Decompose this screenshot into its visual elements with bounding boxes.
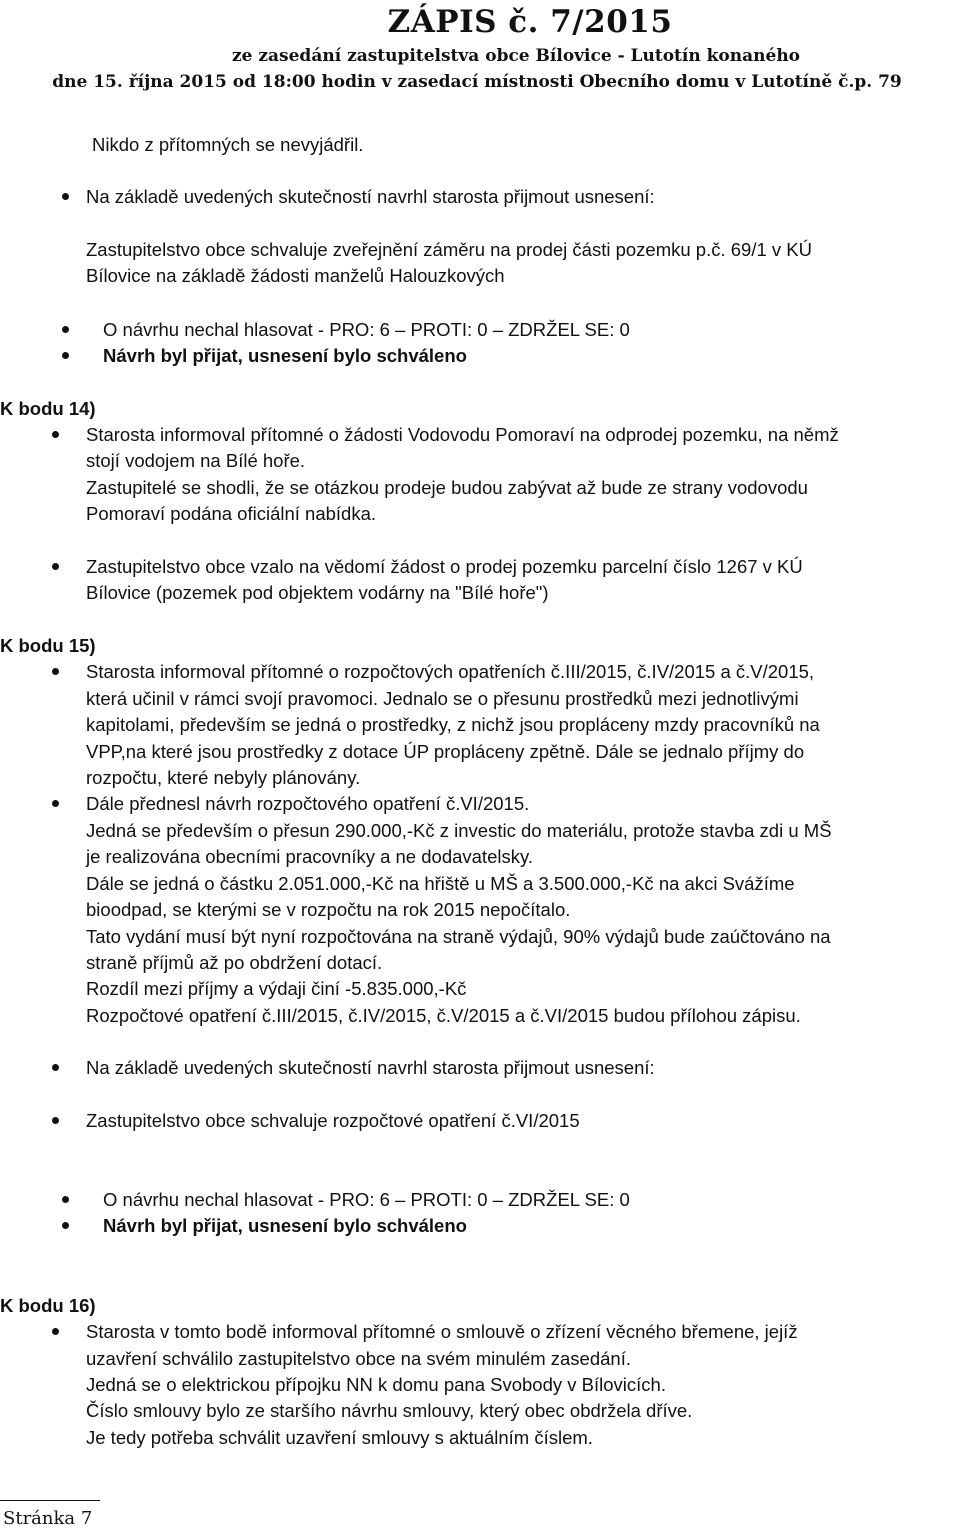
paragraph-line: Je tedy potřeba schválit uzavření smlouvy s aktuálním číslem. [86, 1427, 593, 1448]
paragraph-line: Číslo smlouvy bylo ze staršího návrhu smlouvy, který obec obdržela dříve. [86, 1400, 693, 1421]
bullet [52, 1328, 59, 1335]
resolution-line: Zastupitelstvo obce schvaluje rozpočtové opatření č.VI/2015 [86, 1110, 580, 1131]
paragraph-line: je realizována obecními pracovníky a ne dodavatelsky. [86, 846, 533, 867]
paragraph-line: Zastupitelstvo obce vzalo na vědomí žádost o prodej pozemku parcelní číslo 1267 v KÚ [86, 556, 803, 577]
paragraph-line: stojí vodojem na Bílé hoře. [86, 450, 306, 471]
footer-divider [0, 1500, 100, 1501]
section-heading-14: K bodu 14) [0, 398, 96, 419]
paragraph-line: rozpočtu, které nebyly plánovány. [86, 767, 361, 788]
paragraph-line: Starosta informoval přítomné o rozpočtových opatřeních č.III/2015, č.IV/2015 a č.V/2015, [86, 661, 815, 682]
paragraph-line: kapitolami, především se jedná o prostředky, z nichž jsou propláceny mzdy pracovníků na [86, 714, 820, 735]
bullet [62, 1222, 69, 1229]
section-heading-15: K bodu 15) [0, 635, 96, 656]
bullet [52, 1064, 59, 1071]
paragraph-line: Jedná se o elektrickou přípojku NN k domu pana Svobody v Bílovicích. [86, 1374, 666, 1395]
paragraph-line: Jedná se především o přesun 290.000,-Kč z investic do materiálu, protože stavba zdi u MŠ [86, 820, 832, 841]
bullet [52, 668, 59, 675]
vote-line: O návrhu nechal hlasovat - PRO: 6 – PROTI: 0 – ZDRŽEL SE: 0 [103, 319, 630, 340]
document-subtitle: ze zasedání zastupitelstva obce Bílovice - Lutotín konaného [231, 46, 801, 66]
document-subtitle-date: dne 15. října 2015 od 18:00 hodin v zasedací místnosti Obecního domu v Lutotíně č.p. 79 [52, 72, 902, 92]
bullet [52, 563, 59, 570]
paragraph-line: Dále přednesl návrh rozpočtového opatření č.VI/2015. [86, 793, 530, 814]
nobody-commented: Nikdo z přítomných se nevyjádřil. [92, 134, 364, 155]
bullet [62, 326, 69, 333]
bullet [52, 800, 59, 807]
resolution-line: Bílovice na základě žádosti manželů Halouzkových [86, 265, 505, 286]
paragraph-line: která učinil v rámci svojí pravomoci. Jednalo se o přesunu prostředků mezi jednotlivými [86, 688, 799, 709]
bullet [62, 352, 69, 359]
page-number: Stránka 7 [3, 1508, 93, 1529]
section-heading-16: K bodu 16) [0, 1295, 96, 1316]
paragraph-line: Rozpočtové opatření č.III/2015, č.IV/2015, č.V/2015 a č.VI/2015 budou přílohou zápisu. [86, 1005, 801, 1026]
paragraph-line: Dále se jedná o částku 2.051.000,-Kč na hřiště u MŠ a 3.500.000,-Kč na akci Svážíme [86, 873, 795, 894]
paragraph-line: Zastupitelé se shodli, že se otázkou prodeje budou zabývat až bude ze strany vodovodu [86, 477, 808, 498]
paragraph-line: uzavření schválilo zastupitelstvo obce na svém minulém zasedání. [86, 1348, 631, 1369]
bullet [62, 1196, 69, 1203]
vote-line: O návrhu nechal hlasovat - PRO: 6 – PROTI: 0 – ZDRŽEL SE: 0 [103, 1189, 630, 1210]
proposal-text: Na základě uvedených skutečností navrhl starosta přijmout usnesení: [86, 186, 655, 207]
paragraph-line: Starosta informoval přítomné o žádosti Vodovodu Pomoraví na odprodej pozemku, na němž [86, 424, 839, 445]
bullet [52, 431, 59, 438]
vote-result: Návrh byl přijat, usnesení bylo schváleno [103, 1215, 467, 1236]
paragraph-line: Pomoraví podána oficiální nabídka. [86, 503, 377, 524]
paragraph-line: VPP,na které jsou prostředky z dotace ÚP propláceny zpětně. Dále se jednalo příjmy do [86, 741, 805, 762]
paragraph-line: bioodpad, se kterými se v rozpočtu na rok 2015 nepočítalo. [86, 899, 571, 920]
paragraph-line: Rozdíl mezi příjmy a výdaji činí -5.835.000,-Kč [86, 978, 467, 999]
paragraph-line: straně příjmů až po obdržení dotací. [86, 952, 383, 973]
paragraph-line: Tato vydání musí být nyní rozpočtována na straně výdajů, 90% výdajů bude zaúčtováno na [86, 926, 831, 947]
vote-result: Návrh byl přijat, usnesení bylo schváleno [103, 345, 467, 366]
document-title: ZÁPIS č. 7/2015 [387, 4, 673, 40]
bullet [62, 193, 69, 200]
paragraph-line: Bílovice (pozemek pod objektem vodárny na "Bílé hoře") [86, 582, 549, 603]
paragraph-line: Starosta v tomto bodě informoval přítomné o smlouvě o zřízení věcného břemene, jejíž [86, 1321, 798, 1342]
proposal-text: Na základě uvedených skutečností navrhl starosta přijmout usnesení: [86, 1057, 655, 1078]
resolution-line: Zastupitelstvo obce schvaluje zveřejnění záměru na prodej části pozemku p.č. 69/1 v KÚ [86, 239, 812, 260]
bullet [52, 1117, 59, 1124]
